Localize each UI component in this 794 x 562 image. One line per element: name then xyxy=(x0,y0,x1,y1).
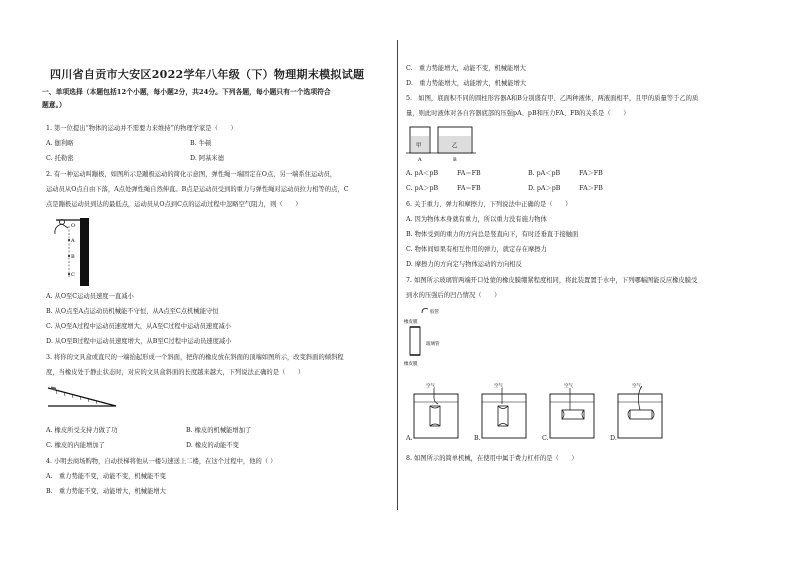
hose-path xyxy=(422,309,428,314)
q2-stem-line3: 点是蹦极运动员到达的最低点，运动员从O点到C点的运动过程中忽略空气阻力，则（ ） xyxy=(46,201,302,208)
section-heading-cont: 题意。） xyxy=(42,101,66,109)
q7-option-b: B. xyxy=(474,435,481,442)
q3-option-b: B. 橡皮的机械能增加了 xyxy=(186,427,252,434)
point-a-dot xyxy=(68,239,70,241)
label-yi: 乙 xyxy=(452,143,458,149)
q6-stem: 6. 关于重力、弹力和摩擦力，下列说法中正确的是（ ） xyxy=(406,201,572,208)
glass-tube-figure xyxy=(404,305,464,371)
beaker-c xyxy=(550,382,594,438)
label-air-c: 空气 xyxy=(564,384,573,389)
q5-option-a: A. pA＜pB FA＝FB xyxy=(406,170,481,177)
q7-option-a: A. xyxy=(406,435,413,442)
q4-option-b: B. 重力势能不变，动能增大，机械能增大 xyxy=(46,488,166,495)
label-hose: 胶管 xyxy=(430,310,439,315)
q3-stem-line1: 3. 将你的文具盒或直尺的一端抬起形成一个斜面，把你的橡皮放在斜面的顶端如图所示，改变斜面的倾斜程 xyxy=(46,354,344,361)
q4-option-d: D. 重力势能增大，动能增大，机械能增大 xyxy=(406,80,527,87)
label-a: A xyxy=(71,238,75,244)
containers-figure xyxy=(406,123,476,165)
q4-option-a: A. 重力势能不变，动能不变，机械能不变 xyxy=(46,473,166,480)
beaker-a xyxy=(414,382,458,438)
q2-option-d: D. 从O至B过程中运动员速度增大，从B至C过程中运动员速度减小 xyxy=(46,338,232,345)
q4-stem: 4. 小明去商场购物，自动扶梯将他从一楼匀速送上二楼，在这个过程中，他的（ ） xyxy=(46,458,277,465)
q5-stem-line1: 5. 如图，底面积不同的圆柱形容器A和B分别盛有甲、乙两种液体，两液面相平，且甲的质量等于乙的质 xyxy=(406,95,699,102)
q2-stem-line1: 2. 有一种运动叫蹦极，如图所示是蹦极运动的简化示意图，弹性绳一端固定在O点，另一端系住运动员， xyxy=(46,171,337,178)
q3-option-c: C. 橡皮的内能增加了 xyxy=(46,442,105,449)
section-heading: 一、单项选择（本题包括12个小题，每小题2分，共24分。下列各题，每小题只有一个选项符合 xyxy=(42,88,331,96)
q1-option-c: C. 托勒密 xyxy=(46,155,74,162)
label-glass-tube: 玻璃管 xyxy=(426,342,440,347)
point-b-dot xyxy=(68,255,70,257)
q3-stem-line2: 度，当橡皮处于静止状态时，对应的文具盒斜面的长度越来越大，下列说法正确的是（ ） xyxy=(46,369,305,376)
q6-option-b: B. 物体受到的重力的方向总是竖直向下，有时还垂直于接触面 xyxy=(406,231,579,238)
q1-option-b: B. 牛顿 xyxy=(190,140,212,147)
point-c-dot xyxy=(68,273,70,275)
incline-figure xyxy=(46,384,118,412)
q1-option-d: D. 阿基米德 xyxy=(190,155,225,162)
q2-option-c: C. 从O至A过程中运动员速度增大，从A至C过程中运动员速度减小 xyxy=(46,323,232,330)
bungee-figure xyxy=(50,214,110,288)
label-air-b: 空气 xyxy=(494,384,503,389)
jumper-body xyxy=(55,224,68,234)
q2-option-a: A. 从O至C运动员速度一直减小 xyxy=(46,293,134,300)
label-container-b: B xyxy=(453,157,457,163)
q5-option-d: D. pA＞pB FA＞FB xyxy=(528,185,603,192)
q6-option-d: D. 摩擦力的方向定与物体运动的方向相反 xyxy=(406,261,522,268)
q1-option-a: A. 伽利略 xyxy=(46,140,74,147)
cliff-wall xyxy=(80,218,89,286)
glass-tube xyxy=(410,327,420,355)
q7-option-c: C. xyxy=(542,435,549,442)
ruler-incline xyxy=(48,388,116,406)
label-b: B xyxy=(71,254,75,260)
label-membrane-bottom: 橡皮膜 xyxy=(404,362,418,367)
q5-stem-line2: 量，则此时液体对各自容器底部的压强pA、pB和压力FA、FB的关系是（ ） xyxy=(406,110,630,117)
q7-option-d: D. xyxy=(610,435,617,442)
q7-stem-line2: 到水的压强后的凹凸情况（ ） xyxy=(406,292,501,299)
q7-stem-line1: 7. 如图所示玻璃管两端开口处蒙的橡皮膜绷紧程度相同，将此装置置于水中，下列哪幅图能反应橡皮膜受 xyxy=(406,277,698,284)
page-title: 四川省自贡市大安区2022学年八年级（下）物理期末模拟试题 xyxy=(50,68,365,81)
q5-option-b: B. pA＜pB FA＞FB xyxy=(528,170,603,177)
label-air-d: 空气 xyxy=(632,384,641,389)
q5-option-c: C. pA＞pB FA＝FB xyxy=(406,185,481,192)
label-c: C xyxy=(71,272,75,278)
label-air-a: 空气 xyxy=(426,384,435,389)
label-o: O xyxy=(71,223,76,229)
eraser-block xyxy=(51,387,57,391)
column-divider xyxy=(397,40,398,510)
label-container-a: A xyxy=(418,157,422,163)
q3-option-d: D. 橡皮的动能不变 xyxy=(186,442,239,449)
q1-stem: 1. 第一位提出“物体的运动并不需要力来维持”的物理学家是（ ） xyxy=(46,125,237,132)
q2-stem-line2: 运动员从O点自由下落，A点处弹性绳自然伸直。B点是运动员受到的重力与弹性绳对运动员拉力相等的点，C xyxy=(46,186,349,193)
q4-option-c: C. 重力势能增大，动能不变，机械能增大 xyxy=(406,65,526,72)
label-membrane-top: 橡皮膜 xyxy=(404,320,418,325)
beakers-figure xyxy=(404,380,704,444)
q2-option-b: B. 从O点至A点运动员机械能不守恒，从A点至C点机械能守恒 xyxy=(46,308,219,315)
q3-option-a: A. 橡皮所受支持力做了功 xyxy=(46,427,118,434)
q8-stem: 8. 如图所示的简单机械，在使用中属于费力杠杆的是（ ） xyxy=(406,455,578,462)
beaker-d xyxy=(618,382,662,438)
label-jia: 甲 xyxy=(416,143,422,149)
beaker-b xyxy=(482,382,526,438)
q6-option-c: C. 物体间如果有相互作用的弹力，就定存在摩擦力 xyxy=(406,246,547,253)
q6-option-a: A. 因为物体本身就有重力，所以重力没有施力物体 xyxy=(406,216,547,223)
